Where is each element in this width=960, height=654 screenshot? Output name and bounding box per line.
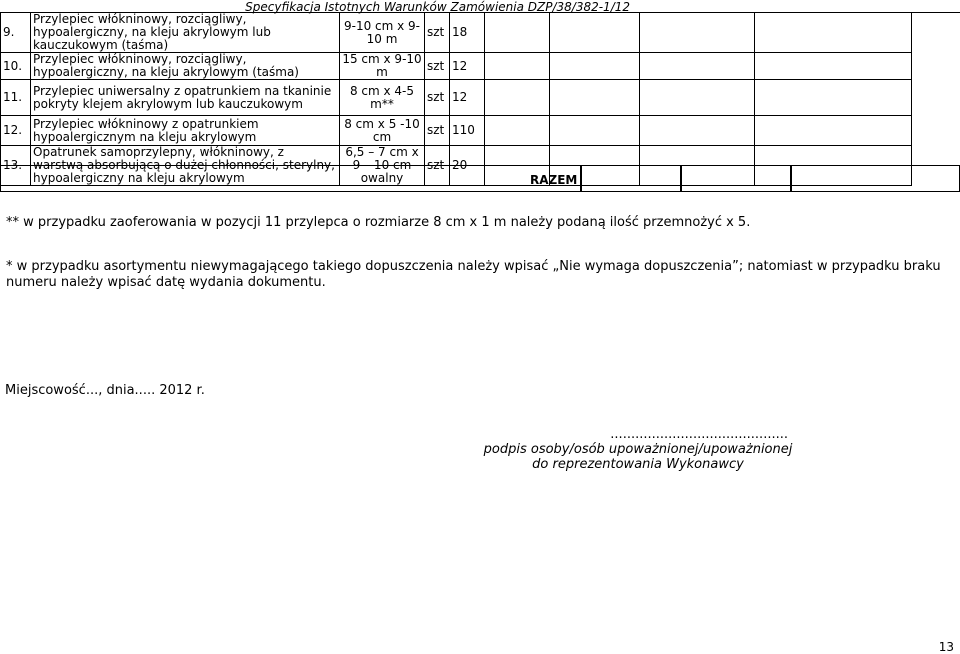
place-and-date: Miejscowość..., dnia..... 2012 r. bbox=[5, 383, 205, 398]
row-unit: szt bbox=[425, 116, 450, 146]
row-size: 8 cm x 4-5 m** bbox=[340, 80, 425, 116]
row-name: Przylepiec włókninowy, rozciągliwy, hypoalergiczny, na kleju akrylowym lub kauczukowym (taśma) bbox=[31, 13, 340, 53]
row-cell-empty bbox=[550, 116, 640, 146]
row-unit: szt bbox=[425, 53, 450, 80]
row-number: 10. bbox=[1, 53, 31, 80]
row-name: Przylepiec uniwersalny z opatrunkiem na tkaninie pokryty klejem akrylowym lub kauczukowym bbox=[31, 80, 340, 116]
signature-block bbox=[478, 427, 798, 472]
row-qty: 12 bbox=[450, 80, 485, 116]
row-cell-empty bbox=[640, 116, 755, 146]
page-number: 13 bbox=[938, 640, 954, 654]
row-unit: szt bbox=[425, 13, 450, 53]
summary-value-cell bbox=[580, 165, 682, 192]
table-row bbox=[1, 53, 912, 80]
summary-value-cell bbox=[680, 165, 792, 192]
row-qty: 110 bbox=[450, 116, 485, 146]
row-cell-empty bbox=[640, 53, 755, 80]
row-cell-empty bbox=[485, 80, 550, 116]
footnote-double-asterisk: ** w przypadku zaoferowania w pozycji 11 przylepca o rozmiarze 8 cm x 1 m należy podaną ilość przemnożyć x 5. bbox=[6, 215, 751, 230]
row-qty: 12 bbox=[450, 53, 485, 80]
spec-table bbox=[0, 12, 912, 186]
table-row bbox=[1, 116, 912, 146]
row-cell-empty bbox=[755, 116, 912, 146]
signature-dots: ........................................... bbox=[610, 427, 788, 442]
row-cell-empty bbox=[755, 80, 912, 116]
row-name: Przylepiec włókninowy z opatrunkiem hypoalergicznym na kleju akrylowym bbox=[31, 116, 340, 146]
row-qty: 20 bbox=[450, 146, 485, 186]
summary-label-cell bbox=[0, 165, 582, 192]
row-unit: szt bbox=[425, 80, 450, 116]
row-number: 13. bbox=[1, 146, 31, 186]
row-cell-empty bbox=[640, 13, 755, 53]
row-number: 9. bbox=[1, 13, 31, 53]
summary-value-cell bbox=[790, 165, 960, 192]
row-size: 15 cm x 9-10 m bbox=[340, 53, 425, 80]
signature-caption-line1: podpis osoby/osób upoważnionej/upoważnionej bbox=[483, 442, 793, 457]
row-cell-empty bbox=[755, 13, 912, 53]
row-size: 8 cm x 5 -10 cm bbox=[340, 116, 425, 146]
row-name: Opatrunek samoprzylepny, włókninowy, z warstwą absorbującą o dużej chłonności, sterylny, hypoalergiczny na kleju akrylowym bbox=[31, 146, 340, 186]
table-row bbox=[1, 13, 912, 53]
row-qty: 18 bbox=[450, 13, 485, 53]
summary-label: RAZEM bbox=[530, 173, 578, 187]
row-number: 12. bbox=[1, 116, 31, 146]
footnote-asterisk: * w przypadku asortymentu niewymagającego takiego dopuszczenia należy wpisać „Nie wymaga dopuszczenia”; natomiast w przypadku braku numeru należy wpisać datę wydania dokumentu. bbox=[6, 259, 941, 290]
row-cell-empty bbox=[550, 80, 640, 116]
row-cell-empty bbox=[550, 13, 640, 53]
row-name: Przylepiec włókninowy, rozciągliwy, hypoalergiczny, na kleju akrylowym (taśma) bbox=[31, 53, 340, 80]
row-cell-empty bbox=[550, 53, 640, 80]
row-cell-empty bbox=[485, 116, 550, 146]
signature-caption-line2: do reprezentowania Wykonawcy bbox=[532, 457, 744, 472]
row-cell-empty bbox=[485, 13, 550, 53]
row-cell-empty bbox=[485, 53, 550, 80]
row-unit: szt bbox=[425, 146, 450, 186]
row-number: 11. bbox=[1, 80, 31, 116]
row-cell-empty bbox=[755, 53, 912, 80]
page-header: Specyfikacja Istotnych Warunków Zamówienia DZP/38/382-1/12 bbox=[245, 0, 630, 14]
row-size: 6,5 – 7 cm x 9 – 10 cm owalny bbox=[340, 146, 425, 186]
table-row bbox=[1, 80, 912, 116]
row-size: 9-10 cm x 9-10 m bbox=[340, 13, 425, 53]
row-cell-empty bbox=[640, 80, 755, 116]
